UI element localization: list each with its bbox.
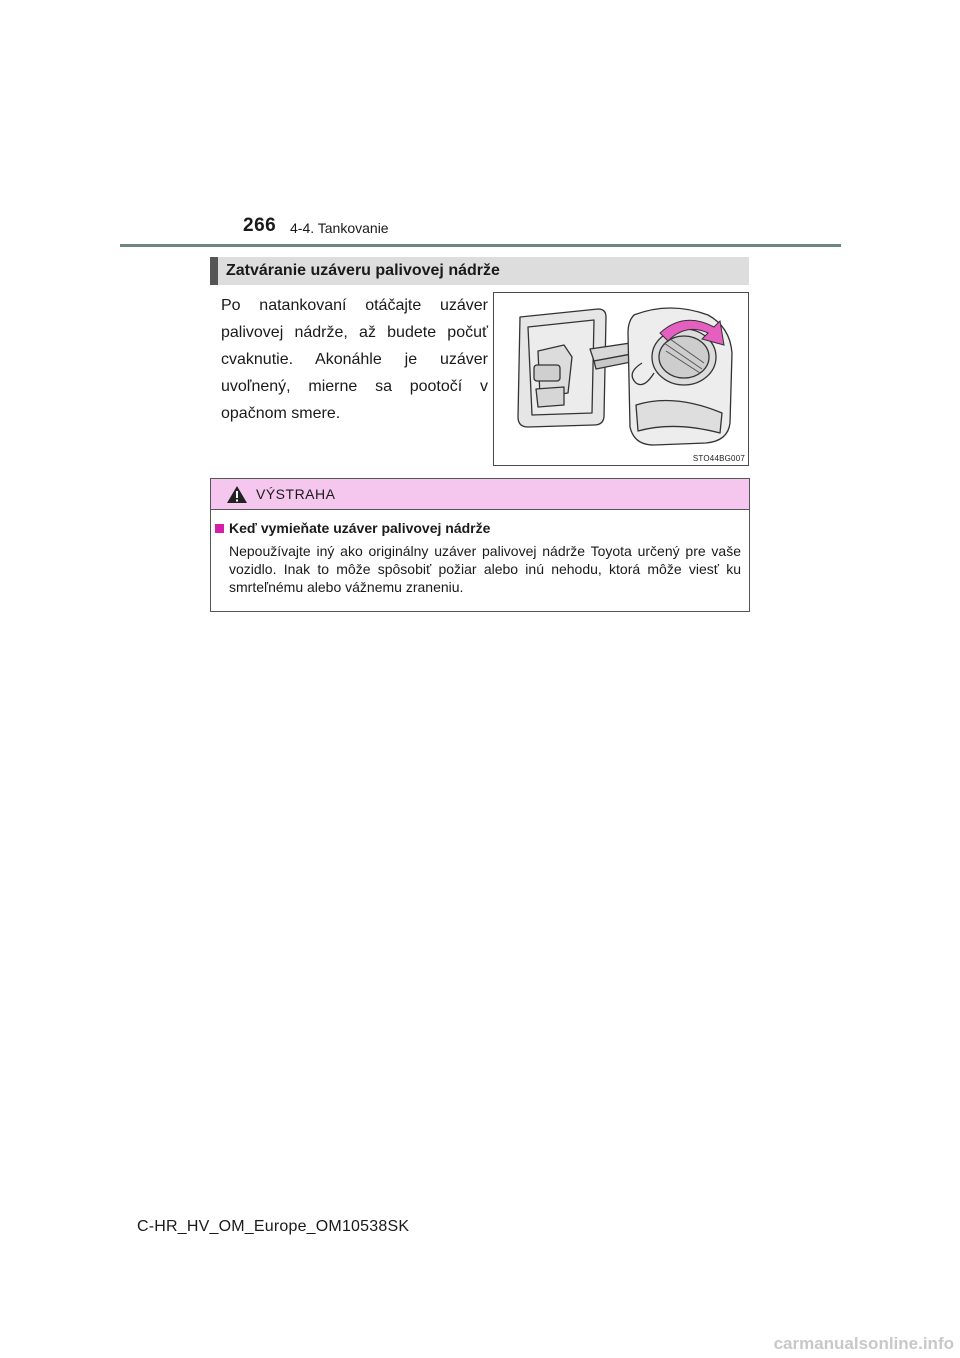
footer-doc-id: C-HR_HV_OM_Europe_OM10538SK — [137, 1218, 410, 1235]
instruction-text: Po natankovaní otáčajte uzáver palivovej nádrže, až budete počuť cvaknutie. Akonáhle je uzáver uvoľnený, mierne sa pootočí v opačnom smere. — [221, 297, 488, 422]
bullet-square-icon — [215, 524, 224, 533]
warning-item-text: Nepoužívajte iný ako originálny uzáver palivovej nádrže Toyota určený pre vaše vozidlo. Inak to môže spôsobiť požiar alebo inú nehodu, ktorá môže viesť ku smrteľnému alebo vážnemu zraneniu. — [229, 543, 741, 595]
warning-item-title — [215, 520, 490, 536]
figure-code: STO44BG007 — [692, 454, 745, 463]
warning-item-heading: Keď vymieňate uzáver palivovej nádrže — [229, 520, 491, 536]
warning-header — [211, 479, 749, 510]
warning-triangle-icon — [226, 485, 248, 504]
chapter-title: 4-4. Tankovanie — [290, 220, 389, 236]
fuel-cap-illustration — [493, 292, 749, 466]
warning-label: VÝSTRAHA — [256, 486, 336, 502]
page-number: 266 — [243, 215, 277, 236]
watermark: carmanualsonline.info — [773, 1334, 954, 1353]
header-rule — [120, 244, 841, 247]
warning-box — [210, 478, 750, 612]
fuel-door-drawing — [494, 293, 749, 466]
section-heading: Zatváranie uzáveru palivovej nádrže — [210, 257, 749, 285]
